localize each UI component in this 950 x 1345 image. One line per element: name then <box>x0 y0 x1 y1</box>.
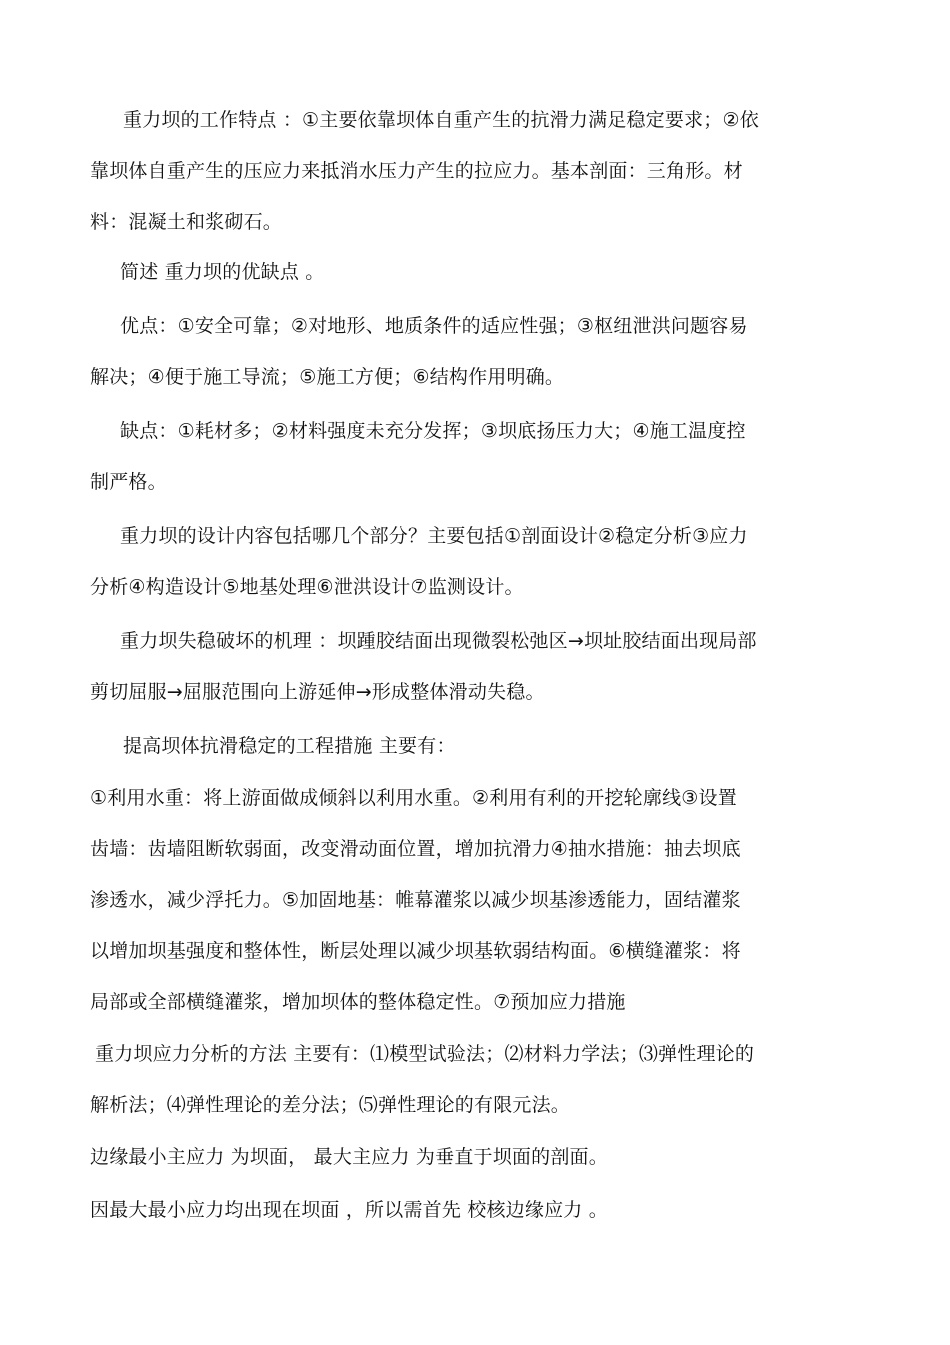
paragraph-gravity-dam-features <box>90 95 860 248</box>
text-line: 缺点：①耗材多；②材料强度未充分发挥；③坝底扬压力大；④施工温度控 <box>120 420 746 442</box>
paragraph-stability-measures-heading <box>90 721 860 772</box>
paragraph-pros-cons-heading <box>90 247 860 298</box>
text-line: 重力坝的工作特点 ：①主要依靠坝体自重产生的抗滑力满足稳定要求；②依 <box>123 109 759 131</box>
text-line: 料：混凝土和浆砌石。 <box>90 211 283 233</box>
paragraph-stress-analysis-methods <box>90 1029 860 1131</box>
text-line: 局部或全部横缝灌浆，增加坝体的整体稳定性。⑦预加应力措施 <box>90 991 626 1013</box>
text-line: 渗透水，减少浮托力。⑤加固地基：帷幕灌浆以减少坝基渗透能力，固结灌浆 <box>90 889 741 911</box>
paragraph-stability-measures <box>90 773 860 1028</box>
text-line: 以增加坝基强度和整体性，断层处理以减少坝基软弱结构面。⑥横缝灌浆：将 <box>90 940 741 962</box>
text-line: 解析法；⑷弹性理论的差分法；⑸弹性理论的有限元法。 <box>90 1094 571 1116</box>
text-line: 边缘最小主应力 为坝面， 最大主应力 为垂直于坝面的剖面。 <box>90 1146 608 1168</box>
text-line: 剪切屈服→屈服范围向上游延伸→形成整体滑动失稳。 <box>90 681 545 703</box>
text-line: 简述 重力坝的优缺点 。 <box>120 261 325 283</box>
paragraph-disadvantages <box>90 406 860 508</box>
text-line: 靠坝体自重产生的压应力来抵消水压力产生的拉应力。基本剖面：三角形。材 <box>90 160 743 182</box>
text-line: 制严格。 <box>90 471 167 493</box>
text-line: 解决；④便于施工导流；⑤施工方便；⑥结构作用明确。 <box>90 366 565 388</box>
paragraph-principal-stress <box>90 1132 860 1183</box>
text-line: 因最大最小应力均出现在坝面 ，所以需首先 校核边缘应力 。 <box>90 1199 608 1221</box>
text-line: 重力坝应力分析的方法 主要有：⑴模型试验法；⑵材料力学法；⑶弹性理论的 <box>95 1043 755 1065</box>
text-line: ①利用水重：将上游面做成倾斜以利用水重。②利用有利的开挖轮廓线③设置 <box>90 787 737 809</box>
text-line: 重力坝失稳破坏的机理 ：坝踵胶结面出现微裂松弛区→坝址胶结面出现局部 <box>120 630 757 652</box>
text-line: 提高坝体抗滑稳定的工程措施 主要有： <box>123 735 456 757</box>
text-line: 优点：①安全可靠；②对地形、地质条件的适应性强；③枢纽泄洪问题容易 <box>120 315 748 337</box>
paragraph-edge-stress-check <box>90 1185 860 1236</box>
text-line: 分析④构造设计⑤地基处理⑥泄洪设计⑦监测设计。 <box>90 576 524 598</box>
paragraph-advantages <box>90 301 860 403</box>
paragraph-failure-mechanism <box>90 616 860 718</box>
text-line: 重力坝的设计内容包括哪几个部分？主要包括①剖面设计②稳定分析③应力 <box>120 525 748 547</box>
paragraph-design-content <box>90 511 860 613</box>
text-line: 齿墙：齿墙阻断软弱面，改变滑动面位置，增加抗滑力④抽水措施：抽去坝底 <box>90 838 741 860</box>
